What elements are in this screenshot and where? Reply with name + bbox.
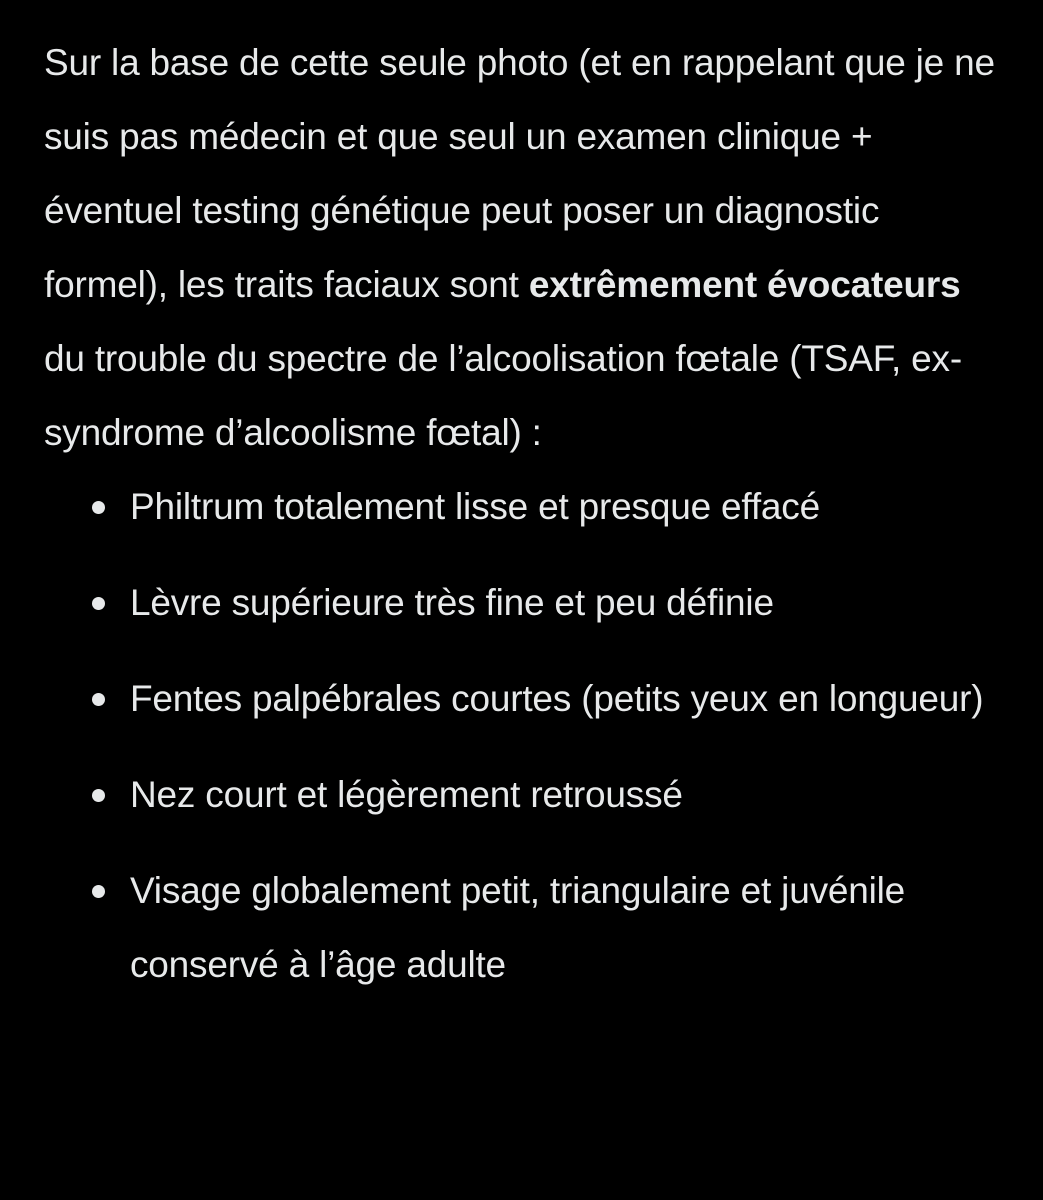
list-item [44, 566, 1004, 640]
bullet-dot-icon [92, 789, 105, 802]
list-item [44, 662, 1004, 736]
list-item-text: Nez court et légèrement retroussé [130, 774, 683, 815]
list-item [44, 470, 1004, 544]
list-item-text: Lèvre supérieure très fine et peu définie [130, 582, 774, 623]
intro-text-part2: du trouble du spectre de l’alcoolisation fœtale (TSAF, ex-syndrome d’alcoolisme fœtal) : [44, 338, 962, 453]
list-item [44, 854, 1004, 1002]
intro-text-part1: Sur la base de cette seule photo (et en rappelant que je ne suis pas médecin et que seul un examen clinique + éventuel testing génétique peut poser un diagnostic formel), les traits faciaux sont [44, 42, 995, 305]
post-text-content [44, 26, 1004, 1024]
list-item-text: Visage globalement petit, triangulaire et juvénile conservé à l’âge adulte [130, 870, 906, 985]
bullet-dot-icon [92, 693, 105, 706]
intro-bold-text: extrêmement évocateurs [528, 264, 961, 305]
facial-traits-list [44, 470, 1004, 1002]
list-item-text: Philtrum totalement lisse et presque effacé [130, 486, 820, 527]
bullet-dot-icon [92, 501, 105, 514]
list-item [44, 758, 1004, 832]
bullet-dot-icon [92, 885, 105, 898]
intro-paragraph [44, 26, 1004, 470]
list-item-text: Fentes palpébrales courtes (petits yeux en longueur) [130, 678, 984, 719]
bullet-dot-icon [92, 597, 105, 610]
